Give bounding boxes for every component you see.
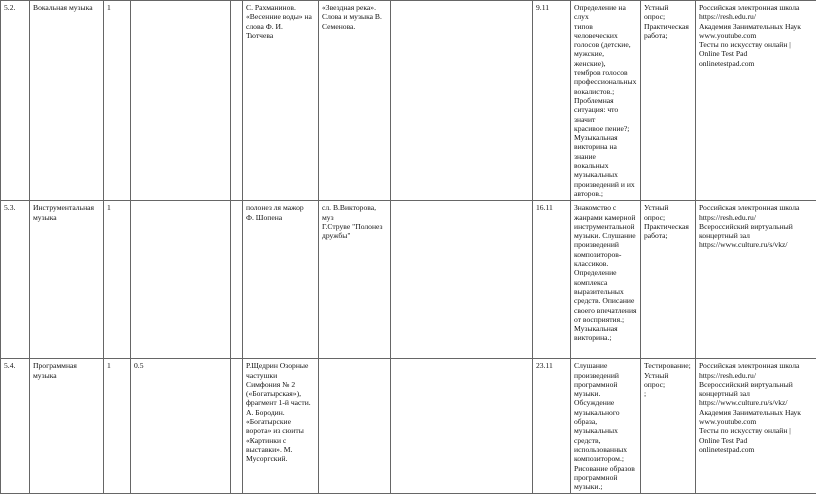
repertoire-music-making-cell [391,359,533,494]
row-number-cell: 5.4. [1,359,30,494]
hours-total-cell: 1 [104,201,131,359]
hours-total-cell: 1 [104,359,131,494]
repertoire-listening-cell: Р.Щедрин Озорные частушки Симфония № 2 («Богатырская»), фрагмент 1-й части. А. Бородин. «Богатырские ворота» из сюиты «Картинки с выставки». М. Мусоргский. [243,359,319,494]
hours-control-cell [131,1,231,201]
control-forms-cell: Устный опрос; Практическая работа; [641,201,696,359]
topic-cell: Вокальная музыка [30,1,104,201]
repertoire-listening-cell: С. Рахманинов. «Весенние воды» на слова Ф. И. Тютчева [243,1,319,201]
table-row [1,359,816,494]
resources-cell: Российская электронная школа https://resh.edu.ru/ Академия Занимательных Наук www.youtube.com Тесты по искусству онлайн | Online Test Pad onlinetestpad.com [696,1,816,201]
hours-practical-cell [231,359,243,494]
repertoire-singing-cell: сл. В.Викторова, муз Г.Струве "Полонез дружбы" [319,201,391,359]
repertoire-music-making-cell [391,1,533,201]
resources-cell: Российская электронная школа https://resh.edu.ru/ Всероссийский виртуальный концертный зал https://www.culture.ru/s/vkz/ [696,201,816,359]
row-number-cell: 5.2. [1,1,30,201]
date-cell: 9.11 [533,1,571,201]
activities-cell: Определение на слух типов человеческих голосов (детские, мужские, женские), тембров голосов профессиональных вокалистов.; Проблемная ситуация: что значит красивое пение?; Музыкальная викторина на знание вокальных музыкальных произведений и их авторов.; [571,1,641,201]
repertoire-singing-cell: «Звездная река». Слова и музыка В. Семенова. [319,1,391,201]
topic-cell: Инструментальная музыка [30,201,104,359]
repertoire-listening-cell: полонез ля мажор Ф. Шопена [243,201,319,359]
row-number-cell: 5.3. [1,201,30,359]
date-cell: 16.11 [533,201,571,359]
activities-cell: Слушание произведений программной музыки. Обсуждение музыкального образа, музыкальных средств, использованных композитором.; Рисование образов программной музыки.; [571,359,641,494]
activities-cell: Знакомство с жанрами камерной инструментальной музыки. Слушание произведений композиторов- классиков. Определение комплекса выразительных средств. Описание своего впечатления от восприятия.; Музыкальная викторина.; [571,201,641,359]
date-cell: 23.11 [533,359,571,494]
hours-practical-cell [231,201,243,359]
repertoire-singing-cell [319,359,391,494]
topic-cell: Программная музыка [30,359,104,494]
hours-control-cell [131,201,231,359]
control-forms-cell: Тестирование; Устный опрос; ; [641,359,696,494]
table-row [1,201,816,359]
hours-control-cell: 0.5 [131,359,231,494]
resources-cell: Российская электронная школа https://resh.edu.ru/ Всероссийский виртуальный концертный зал https://www.culture.ru/s/vkz/ Академия Занимательных Наук www.youtube.com Тесты по искусству онлайн | Online Test Pad onlinetestpad.com [696,359,816,494]
hours-total-cell: 1 [104,1,131,201]
control-forms-cell: Устный опрос; Практическая работа; [641,1,696,201]
repertoire-music-making-cell [391,201,533,359]
hours-practical-cell [231,1,243,201]
table-row [1,1,816,201]
